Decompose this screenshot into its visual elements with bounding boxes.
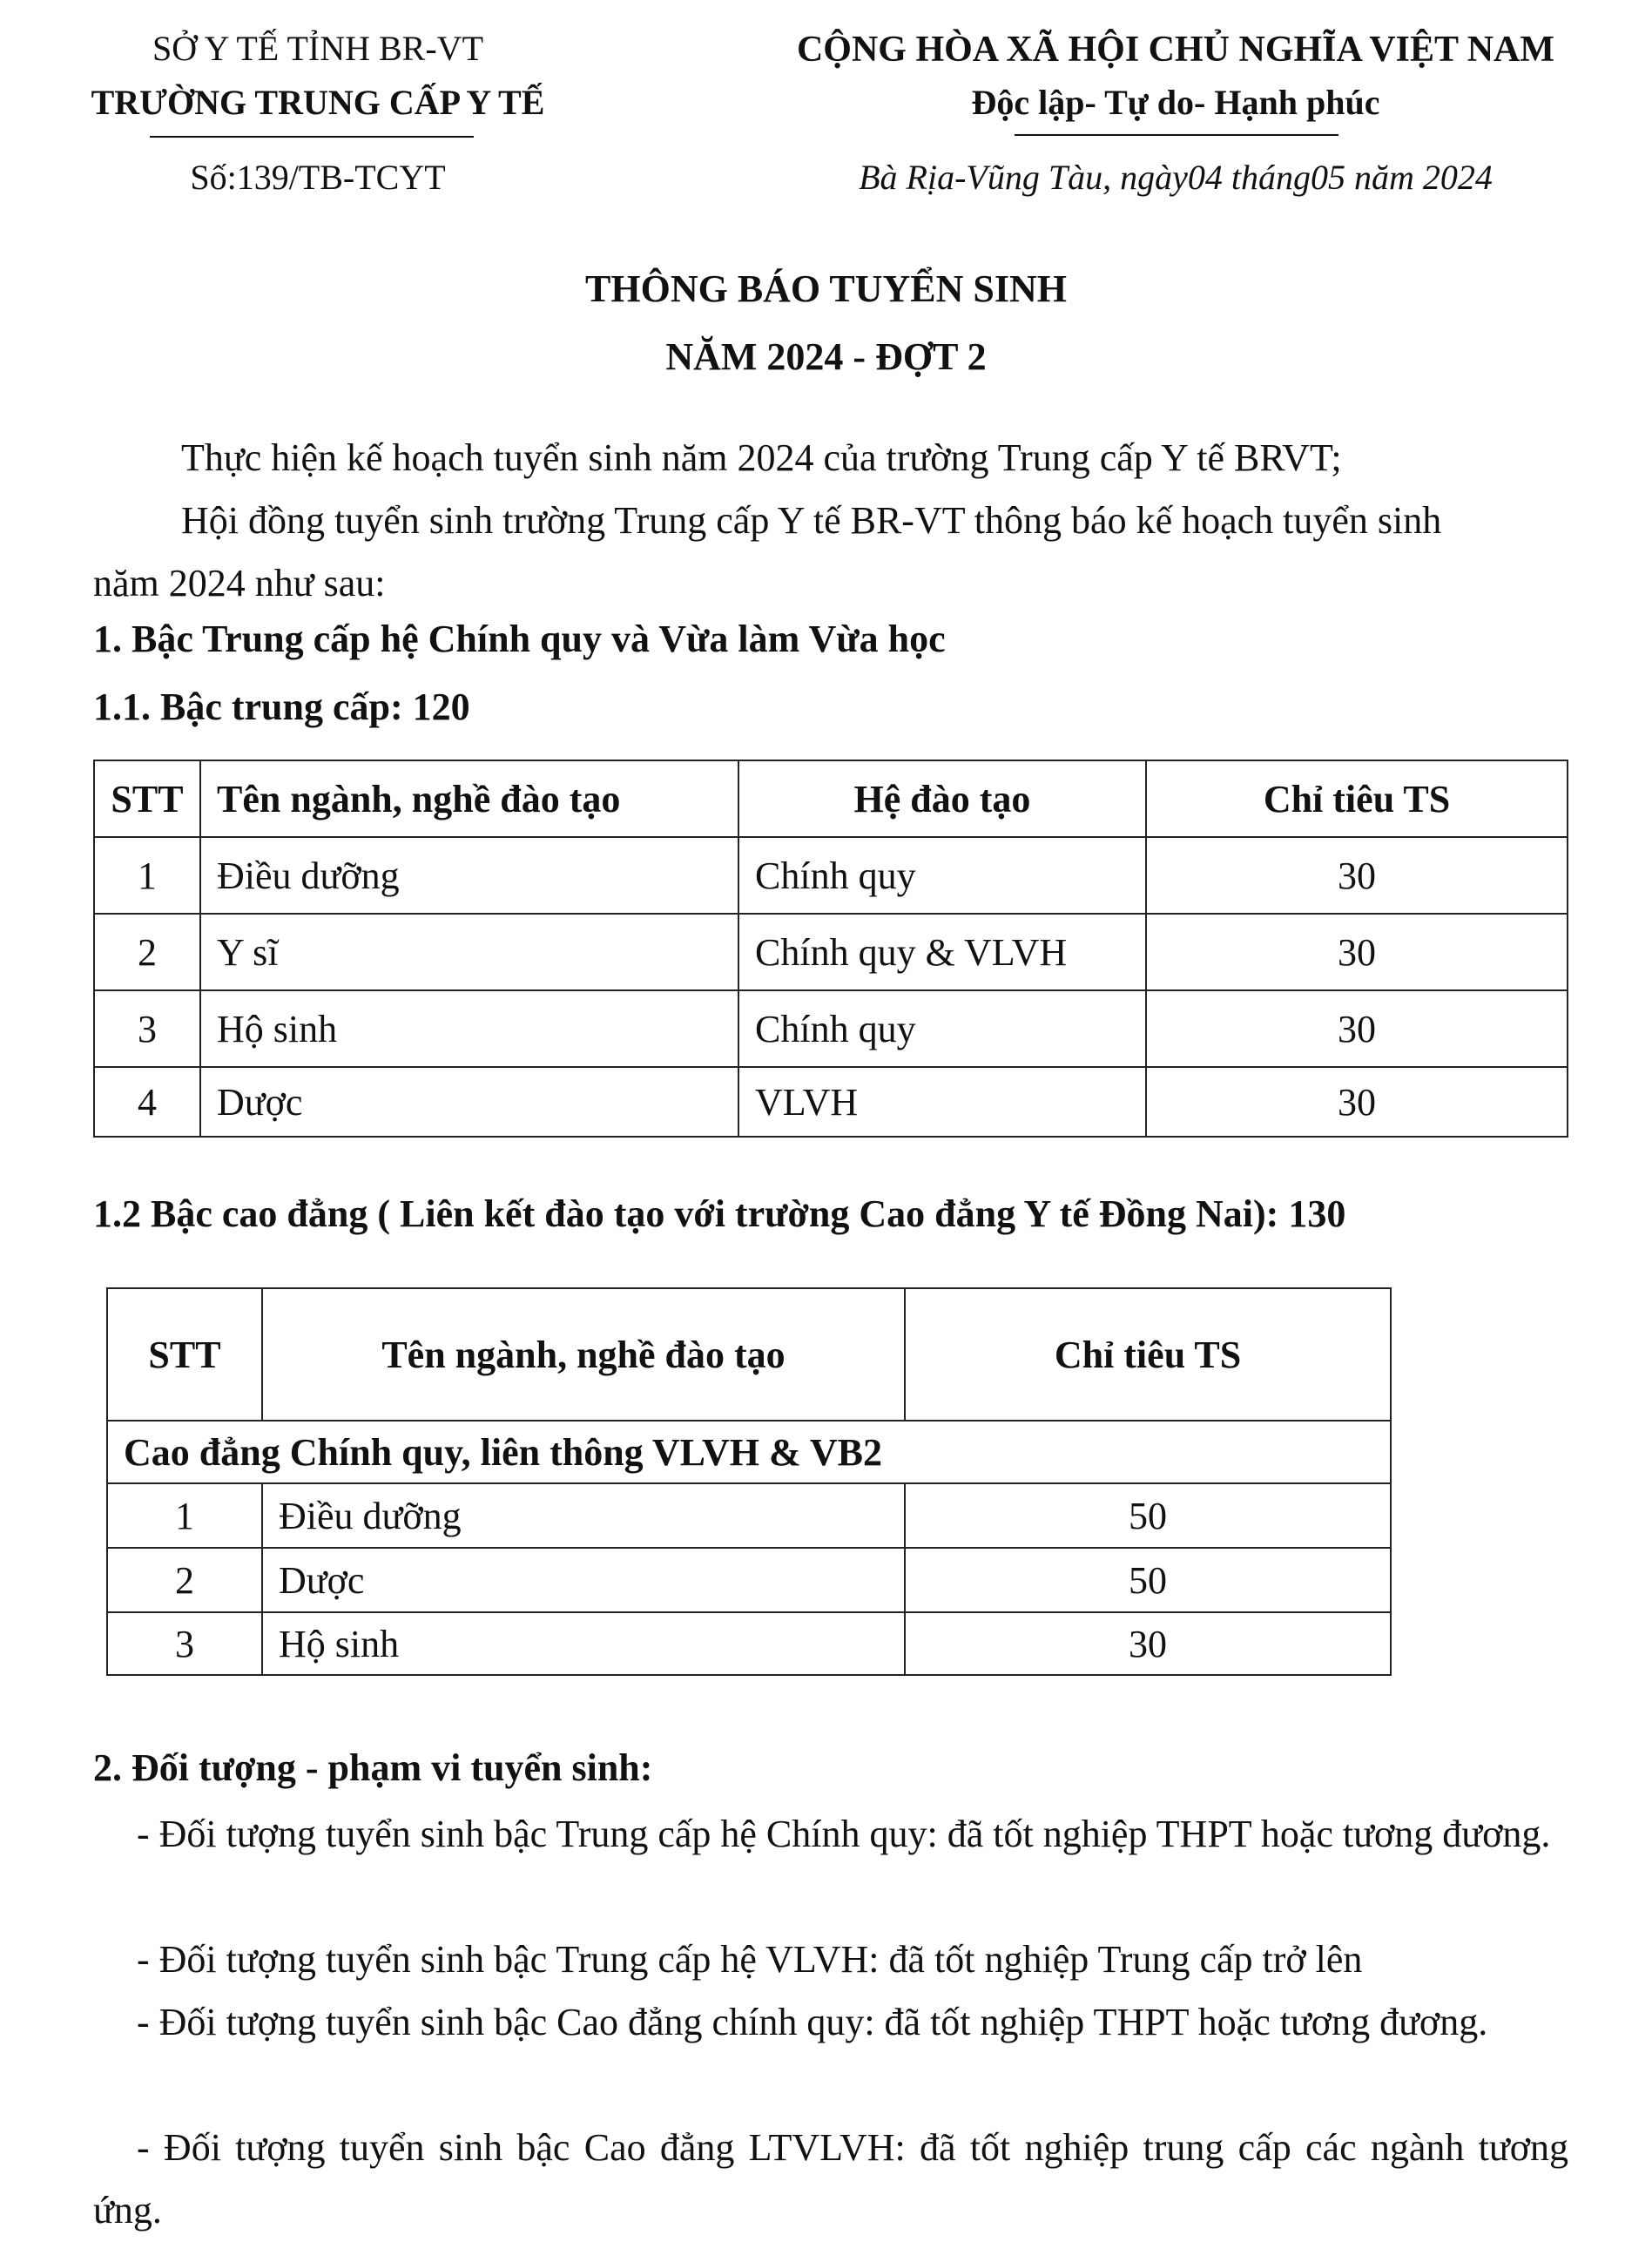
- table-header-row: [107, 1288, 1391, 1421]
- department-name: SỞ Y TẾ TỈNH BR-VT: [152, 29, 483, 68]
- column-header-quota: Chỉ tiêu TS: [905, 1288, 1391, 1421]
- eligibility-item: - Đối tượng tuyển sinh bậc Cao đẳng chính quy: đã tốt nghiệp THPT hoặc tương đương.: [137, 2001, 1488, 2043]
- cell-program: Dược: [200, 1067, 738, 1137]
- eligibility-item: - Đối tượng tuyển sinh bậc Trung cấp hệ VLVH: đã tốt nghiệp Trung cấp trở lên: [137, 1938, 1363, 1981]
- national-title: CỘNG HÒA XÃ HỘI CHỦ NGHĨA VIỆT NAM: [796, 30, 1555, 70]
- cell-mode: VLVH: [738, 1067, 1146, 1137]
- cell-quota: 30: [1146, 914, 1568, 990]
- document-subtitle: NĂM 2024 - ĐỢT 2: [665, 335, 987, 378]
- column-header-quota: Chỉ tiêu TS: [1146, 760, 1568, 837]
- cell-quota: 30: [1146, 990, 1568, 1067]
- table-group-row: [107, 1421, 1391, 1483]
- section-1-2-heading: 1.2 Bậc cao đẳng ( Liên kết đào tạo với trường Cao đẳng Y tế Đồng Nai): 130: [93, 1192, 1346, 1235]
- table-row: [94, 837, 1568, 914]
- cell-stt: 3: [94, 990, 200, 1067]
- school-underline: [150, 136, 474, 138]
- table-row: [94, 914, 1568, 990]
- college-level-table: [106, 1287, 1392, 1676]
- place-date: Bà Rịa-Vũng Tàu, ngày04 tháng05 năm 2024: [859, 158, 1493, 197]
- cell-stt: 1: [107, 1483, 262, 1548]
- column-header-stt: STT: [107, 1288, 262, 1421]
- table-header-row: [94, 760, 1568, 837]
- national-motto: Độc lập- Tự do- Hạnh phúc: [971, 83, 1380, 122]
- cell-quota: 30: [1146, 837, 1568, 914]
- section-2-heading: 2. Đối tượng - phạm vi tuyển sinh:: [93, 1746, 653, 1789]
- cell-program: Y sĩ: [200, 914, 738, 990]
- intro-paragraph-2-cont: năm 2024 như sau:: [93, 562, 386, 604]
- column-header-program: Tên ngành, nghề đào tạo: [262, 1288, 905, 1421]
- school-name: TRƯỜNG TRUNG CẤP Y TẾ: [91, 83, 545, 122]
- cell-quota: 30: [1146, 1067, 1568, 1137]
- table-row: [107, 1548, 1391, 1612]
- eligibility-item: - Đối tượng tuyển sinh bậc Trung cấp hệ Chính quy: đã tốt nghiệp THPT hoặc tương đương.: [137, 1813, 1551, 1855]
- intro-paragraph-2: Hội đồng tuyển sinh trường Trung cấp Y tế BR-VT thông báo kế hoạch tuyển sinh: [181, 499, 1442, 542]
- cell-program: Hộ sinh: [200, 990, 738, 1067]
- cell-program: Điều dưỡng: [200, 837, 738, 914]
- cell-stt: 2: [107, 1548, 262, 1612]
- table-row: [107, 1483, 1391, 1548]
- document-title: THÔNG BÁO TUYỂN SINH: [585, 267, 1067, 310]
- intro-paragraph-1: Thực hiện kế hoạch tuyển sinh năm 2024 của trường Trung cấp Y tế BRVT;: [181, 436, 1342, 479]
- document-number: Số:139/TB-TCYT: [190, 158, 446, 197]
- cell-program: Dược: [262, 1548, 905, 1612]
- cell-program: Hộ sinh: [262, 1612, 905, 1675]
- cell-mode: Chính quy: [738, 837, 1146, 914]
- intermediate-level-table: [93, 760, 1568, 1138]
- cell-quota: 50: [905, 1548, 1391, 1612]
- cell-mode: Chính quy & VLVH: [738, 914, 1146, 990]
- column-header-program: Tên ngành, nghề đào tạo: [200, 760, 738, 837]
- cell-stt: 2: [94, 914, 200, 990]
- column-header-stt: STT: [94, 760, 200, 837]
- eligibility-item: - Đối tượng tuyển sinh bậc Cao đẳng LTVLVH: đã tốt nghiệp trung cấp các ngành tương ứng.: [93, 2126, 1568, 2232]
- cell-program: Điều dưỡng: [262, 1483, 905, 1548]
- table-row: [107, 1612, 1391, 1675]
- section-1-heading: 1. Bậc Trung cấp hệ Chính quy và Vừa làm Vừa học: [93, 618, 946, 660]
- column-header-mode: Hệ đào tạo: [738, 760, 1146, 837]
- cell-quota: 50: [905, 1483, 1391, 1548]
- section-1-1-heading: 1.1. Bậc trung cấp: 120: [93, 685, 470, 728]
- table-row: [94, 990, 1568, 1067]
- cell-mode: Chính quy: [738, 990, 1146, 1067]
- cell-stt: 3: [107, 1612, 262, 1675]
- motto-underline: [1015, 134, 1338, 136]
- cell-quota: 30: [905, 1612, 1391, 1675]
- cell-stt: 1: [94, 837, 200, 914]
- cell-stt: 4: [94, 1067, 200, 1137]
- table-row: [94, 1067, 1568, 1137]
- group-label: Cao đẳng Chính quy, liên thông VLVH & VB2: [107, 1421, 1391, 1483]
